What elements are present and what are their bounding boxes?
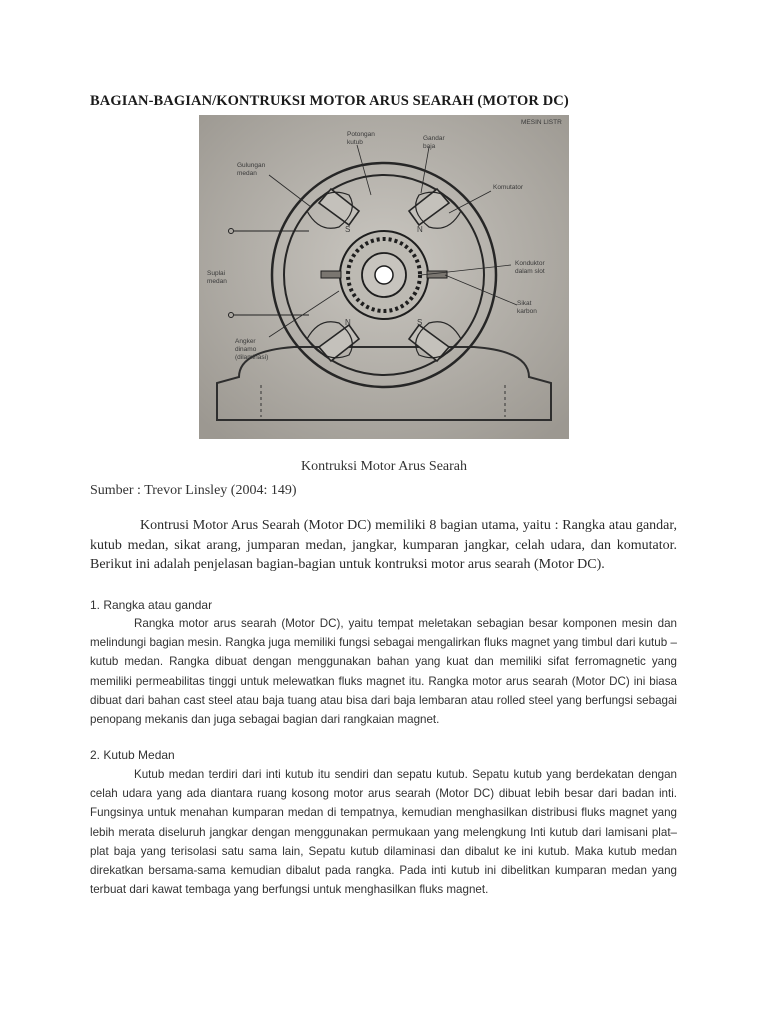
figure-label: Sikat karbon (517, 300, 537, 315)
shaft (375, 266, 393, 284)
figure-label: Konduktor dalam slot (515, 260, 545, 275)
figure-label: Angker dinamo (dilaminasi) (235, 338, 269, 361)
section-body-rangka: Rangka motor arus searah (Motor DC), yaitu tempat meletakan sebagian besar komponen mesin dan melindungi bagian mesin. Rangka juga memiliki fungsi sebagai mengalirkan fluks magnet yang timbul dari kutub – kutub medan. Rangka dibuat dengan menggunakan bahan yang kuat dan memiliki sifat ferromagnetic yang memiliki permeabilitas tinggi untuk melewatkan fluks magnet itu. Rangka motor arus searah (Motor DC) ini biasa dibuat dari bahan cast steel atau baja tuang atau bisa dari baja lembaran atau rolled steel yang berfungsi sebagai penopang mekanis dan juga sebagai bagian dari rangkaian magnet. (90, 617, 677, 727)
motor-diagram-photo (199, 115, 569, 439)
brush-left (321, 271, 341, 278)
figure-label: Gandar baja (423, 135, 445, 150)
intro-paragraph: Kontrusi Motor Arus Searah (Motor DC) memiliki 8 bagian utama, yaitu : Rangka atau gandar, kutub medan, sikat arang, jumparan medan, jangkar, kumparan jangkar, celah udara, dan komutator. Berikut ini adalah penjelasan bagian-bagian untuk kontruksi motor arus searah (Motor DC). (90, 518, 677, 572)
motor-diagram (199, 115, 569, 439)
pole-letter: N (345, 318, 351, 327)
section-heading-kutub-medan: 2. Kutub Medan (90, 748, 175, 762)
pole-letter: S (345, 225, 351, 234)
figure-source: Sumber : Trevor Linsley (2004: 149) (90, 483, 297, 498)
pole-letter: N (417, 225, 423, 234)
document-title: BAGIAN-BAGIAN/KONTRUKSI MOTOR ARUS SEARAH (MOTOR DC) (90, 93, 569, 109)
figure-label: Komutator (493, 184, 523, 191)
figure-label: Suplai medan (207, 270, 227, 285)
section-body-kutub-medan: Kutub medan terdiri dari inti kutub itu sendiri dan sepatu kutub. Sepatu kutub yang berdekatan dengan celah udara yang ada diantara ruang kosong motor arus searah (Motor DC) dibuat lebih besar dari badan inti. Fungsinya untuk menahan kumparan medan di tempatnya, kemudian menghasilkan distribusi fluks magnet yang lebih merata diseluruh jangkar dengan menggunakan permukaan yang melengkung Inti kutub dari lamisani plat–plat baja yang terisolasi satu sama lain, Sepatu kutub dilaminasi dan dibalut ke ini kutub. Maka kutub medan direkatkan bersama-sama kemudian dibalut pada rangka. Pada inti kutub ini dibelitkan kumparan medan yang terbuat dari kawat tembaga yang berfungsi untuk menghasilkan fluks magnet. (90, 768, 677, 897)
figure-label: Gulungan medan (237, 162, 266, 177)
section-heading-rangka: 1. Rangka atau gandar (90, 598, 213, 612)
pole-letter: S (417, 318, 423, 327)
figure-label: Potongan kutub (347, 131, 375, 146)
figure-caption: Kontruksi Motor Arus Searah (300, 459, 468, 474)
figure-header-text: MESIN LISTR (521, 119, 562, 126)
